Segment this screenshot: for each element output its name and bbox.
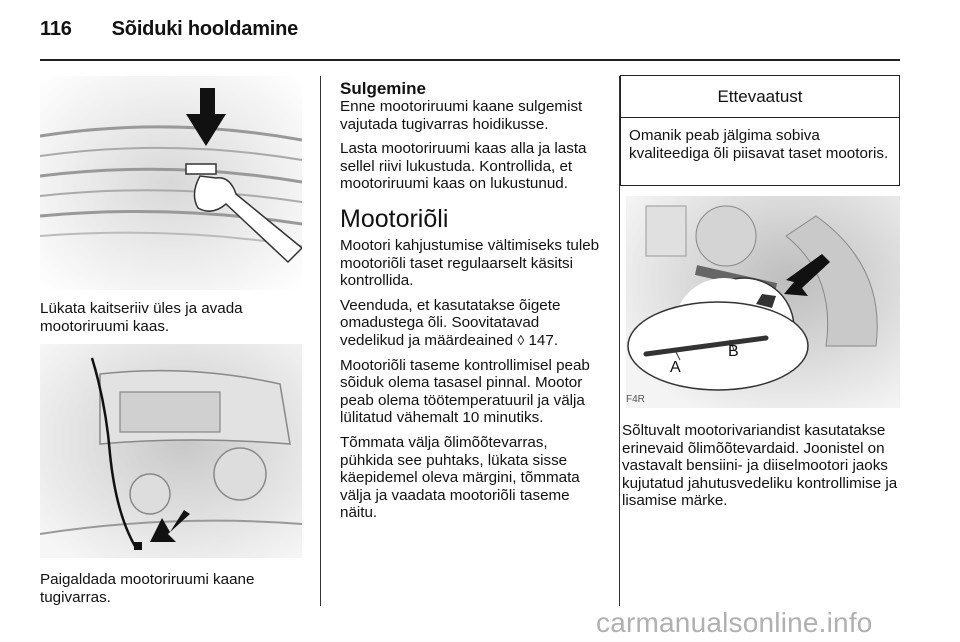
paragraph-oil-2-text: Veenduda, et kasutatakse õigete omadustega õli. Soovitatavad vedelikud ja määrdeained bbox=[340, 296, 561, 349]
caption-support-rod: Paigaldada mootoriruumi kaane tugivarras. bbox=[40, 571, 255, 606]
caution-box bbox=[620, 75, 900, 186]
dipstick-label-a: A bbox=[670, 359, 681, 376]
caption-open-hood: Lükata kaitseriiv üles ja avada mootoriruumi kaas. bbox=[40, 300, 243, 335]
hood-latch-illustration bbox=[40, 76, 302, 290]
paragraph-oil-3: Mootoriõli taseme kontrollimisel peab sõiduk olema tasasel pinnal. Mootor peab olema töötemperatuuril ja välja lülitatud vähemalt 10 minutiks. bbox=[340, 356, 590, 427]
page-title: Sõiduki hooldamine bbox=[111, 18, 299, 40]
paragraph-closing-2: Lasta mootoriruumi kaas alla ja lasta sellel riivi lukustuda. Kontrollida, et mootoriruumi kaas on lukustunud. bbox=[340, 140, 587, 193]
column-2-text bbox=[340, 80, 605, 529]
heading-closing: Sulgemine bbox=[340, 79, 426, 98]
caption-dipstick: Sõltuvalt mootorivariandist kasutatakse erinevaid õlimõõtevardaid. Joonistel on vastavalt bensiini- ja diiselmootori jaoks kujutatud jahutusvedeliku kontrollimise ja lisamise märke. bbox=[622, 422, 898, 510]
caution-text: Omanik peab jälgima sobiva kvaliteediga õli piisavat taset mootoris. bbox=[629, 127, 889, 162]
column-1-caption-2 bbox=[40, 571, 302, 613]
page-header bbox=[40, 18, 298, 41]
column-3-caption bbox=[622, 422, 902, 517]
dipstick-label-b: B bbox=[728, 343, 739, 360]
paragraph-oil-1: Mootori kahjustumise vältimiseks tuleb mootoriõli taset regulaarselt käsitsi kontrollida. bbox=[340, 236, 600, 290]
page-number: 116 bbox=[40, 18, 72, 40]
page-reference-link[interactable]: 147. bbox=[528, 331, 559, 349]
caution-title: Ettevaatust bbox=[621, 76, 899, 118]
page-reference-icon: ◊ bbox=[517, 331, 525, 348]
watermark: carmanualsonline.info bbox=[596, 607, 873, 638]
column-divider-1 bbox=[320, 76, 321, 606]
paragraph-closing-1: Enne mootoriruumi kaane sulgemist vajutada tugivarras hoidikusse. bbox=[340, 98, 583, 133]
header-divider bbox=[40, 59, 900, 61]
figure-code: F4R bbox=[626, 394, 645, 405]
paragraph-oil-2 bbox=[340, 297, 605, 350]
paragraph-oil-4: Tõmmata välja õlimõõtevarras, pühkida see puhtaks, lükata sisse käepidemel oleva märgini, tõmmata välja ja vaadata mootoriõli taseme näitu. bbox=[340, 433, 580, 522]
column-1-caption-1 bbox=[40, 300, 302, 342]
heading-engine-oil: Mootoriõli bbox=[340, 204, 449, 233]
support-rod-illustration bbox=[40, 344, 302, 558]
dipstick-illustration bbox=[626, 196, 900, 408]
